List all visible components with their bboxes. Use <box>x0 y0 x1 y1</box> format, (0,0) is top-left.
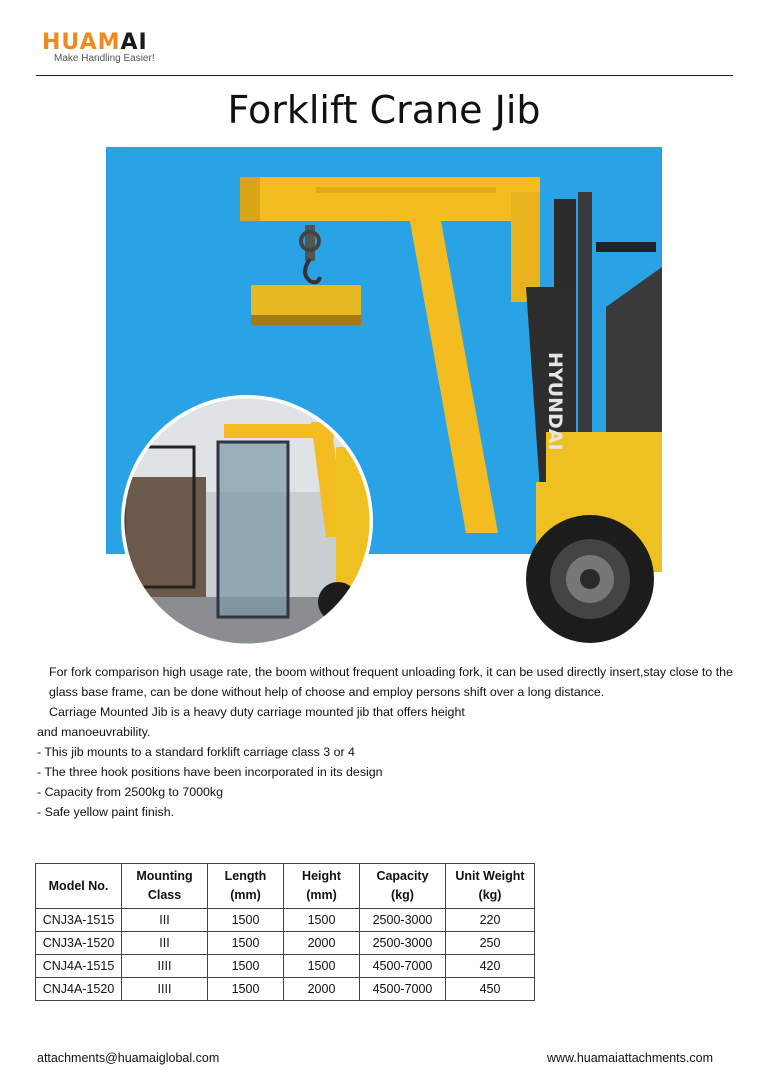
bullet-item: - Safe yellow paint finish. <box>37 805 175 819</box>
cell-class: IIII <box>122 955 208 978</box>
table-row <box>36 909 535 932</box>
product-photo <box>106 147 662 648</box>
header-length: Length (mm) <box>208 864 284 909</box>
cell-weight: 250 <box>446 932 535 955</box>
cell-length: 1500 <box>208 978 284 1001</box>
cell-height: 2000 <box>284 978 360 1001</box>
cell-height: 1500 <box>284 955 360 978</box>
forklift-brand: HYUNDAI <box>544 352 566 451</box>
footer-website[interactable]: www.huamaiattachments.com <box>546 1051 713 1065</box>
paragraph-1: For fork comparison high usage rate, the boom without frequent unloading fork, it can be used directly insert,stay close to the glass base frame, can be done without help of choose and employ persons shift over a long distance. <box>49 665 733 699</box>
cell-weight: 220 <box>446 909 535 932</box>
header-model-no: Model No. <box>36 864 122 909</box>
company-logo <box>42 32 182 66</box>
cell-model: CNJ3A-1520 <box>36 932 122 955</box>
cell-capacity: 4500-7000 <box>360 955 446 978</box>
cell-capacity: 4500-7000 <box>360 978 446 1001</box>
bullet-item: - This jib mounts to a standard forklift carriage class 3 or 4 <box>37 745 355 759</box>
forklift-wheel <box>526 515 654 643</box>
logo-tagline: Make Handling Easier! <box>54 53 155 64</box>
logo-wordmark: HUAMAI <box>42 30 148 55</box>
cell-capacity: 2500-3000 <box>360 909 446 932</box>
table-row <box>36 978 535 1001</box>
cell-length: 1500 <box>208 909 284 932</box>
cell-class: IIII <box>122 978 208 1001</box>
cell-length: 1500 <box>208 955 284 978</box>
header-height: Height (mm) <box>284 864 360 909</box>
cell-weight: 450 <box>446 978 535 1001</box>
cell-model: CNJ3A-1515 <box>36 909 122 932</box>
header-capacity: Capacity (kg) <box>360 864 446 909</box>
cell-model: CNJ4A-1515 <box>36 955 122 978</box>
header-unit-weight: Unit Weight (kg) <box>446 864 535 909</box>
cell-weight: 420 <box>446 955 535 978</box>
cell-class: III <box>122 909 208 932</box>
cell-capacity: 2500-3000 <box>360 932 446 955</box>
cell-height: 1500 <box>284 909 360 932</box>
bullet-item: - The three hook positions have been incorporated in its design <box>37 765 383 779</box>
table-row <box>36 955 535 978</box>
spec-table <box>35 863 535 1001</box>
page-title: Forklift Crane Jib <box>227 88 541 132</box>
cell-class: III <box>122 932 208 955</box>
cell-length: 1500 <box>208 932 284 955</box>
bullet-item: - Capacity from 2500kg to 7000kg <box>37 785 223 799</box>
paragraph-2-line-1: Carriage Mounted Jib is a heavy duty carriage mounted jib that offers height <box>49 705 465 719</box>
table-header-row <box>36 864 535 909</box>
header-divider <box>36 75 733 76</box>
description <box>37 662 737 822</box>
header-mounting-class: Mounting Class <box>122 864 208 909</box>
paragraph-2-line-2: and manoeuvrability. <box>37 725 151 739</box>
table-row <box>36 932 535 955</box>
cell-model: CNJ4A-1520 <box>36 978 122 1001</box>
footer-email[interactable]: attachments@huamaiglobal.com <box>37 1051 220 1065</box>
cell-height: 2000 <box>284 932 360 955</box>
